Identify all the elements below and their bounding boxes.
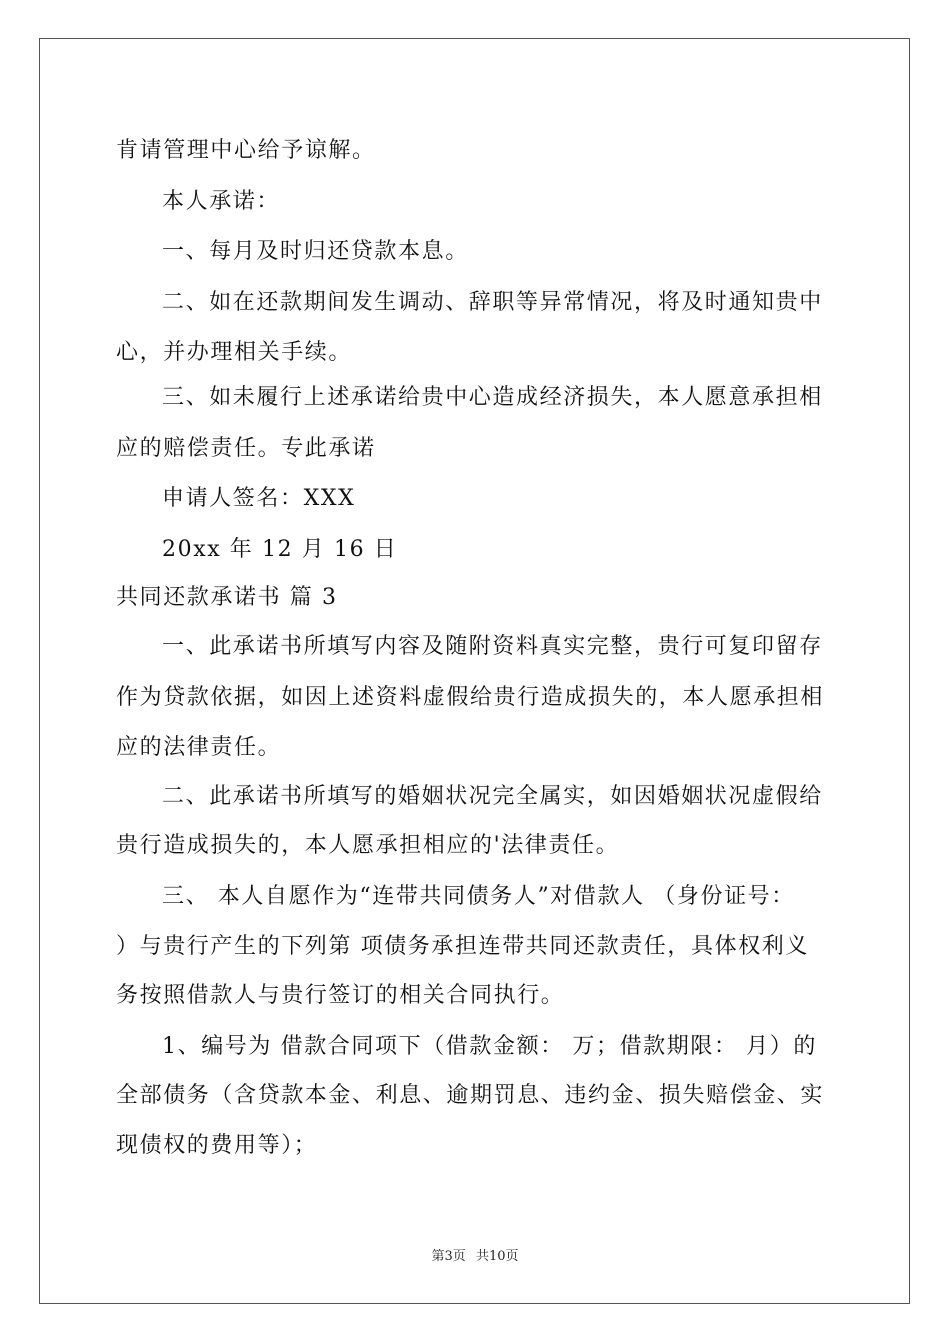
section-heading: 共同还款承诺书 篇 3: [116, 585, 338, 610]
body-line-21: 现债权的费用等）；: [116, 1133, 318, 1158]
body-line-15: 贵行造成损失的，本人愿承担相应的'法律责任。: [116, 833, 620, 858]
body-line-20: 全部债务（含贷款本金、利息、逾期罚息、违约金、损失赔偿金、实: [116, 1083, 825, 1108]
body-line-14: 二、此承诺书所填写的婚姻状况完全属实，如因婚姻状况虚假给: [162, 784, 823, 809]
body-line-16: 三、 本人自愿作为“连带共同债务人”对借款人 （身份证号：: [162, 884, 795, 909]
body-line-12: 作为贷款依据，如因上述资料虚假给贵行造成损失的，本人愿承担相: [116, 685, 825, 710]
body-line-18: 务按照借款人与贵行签订的相关合同执行。: [116, 983, 565, 1008]
page-total: 共10页: [475, 1249, 519, 1264]
body-line-5: 心，并办理相关手续。: [116, 340, 353, 365]
page-footer: [0, 1248, 950, 1266]
body-line-11: 一、此承诺书所填写内容及随附资料真实完整，贵行可复印留存: [162, 634, 823, 659]
body-line-13: 应的法律责任。: [116, 735, 282, 760]
page-number: 第3页: [431, 1249, 466, 1264]
body-line-4: 二、如在还款期间发生调动、辞职等异常情况，将及时通知贵中: [162, 290, 823, 315]
body-line-2: 本人承诺：: [162, 189, 281, 214]
body-line-3: 一、每月及时归还贷款本息。: [162, 239, 469, 264]
page-border: [39, 38, 910, 1304]
date-line: 20xx 年 12 月 16 日: [162, 537, 398, 562]
body-line-17: ）与贵行产生的下列第 项债务承担连带共同还款责任，具体权利义: [116, 934, 809, 959]
body-line-1: 肯请管理中心给予谅解。: [116, 138, 376, 163]
body-line-19: 1、编号为 借款合同项下（借款金额： 万；借款期限： 月）的: [162, 1034, 817, 1059]
signature-line: 申请人签名：XXX: [162, 486, 356, 511]
body-line-6: 三、如未履行上述承诺给贵中心造成经济损失，本人愿意承担相: [162, 385, 823, 410]
body-line-7: 应的赔偿责任。专此承诺: [116, 436, 376, 461]
